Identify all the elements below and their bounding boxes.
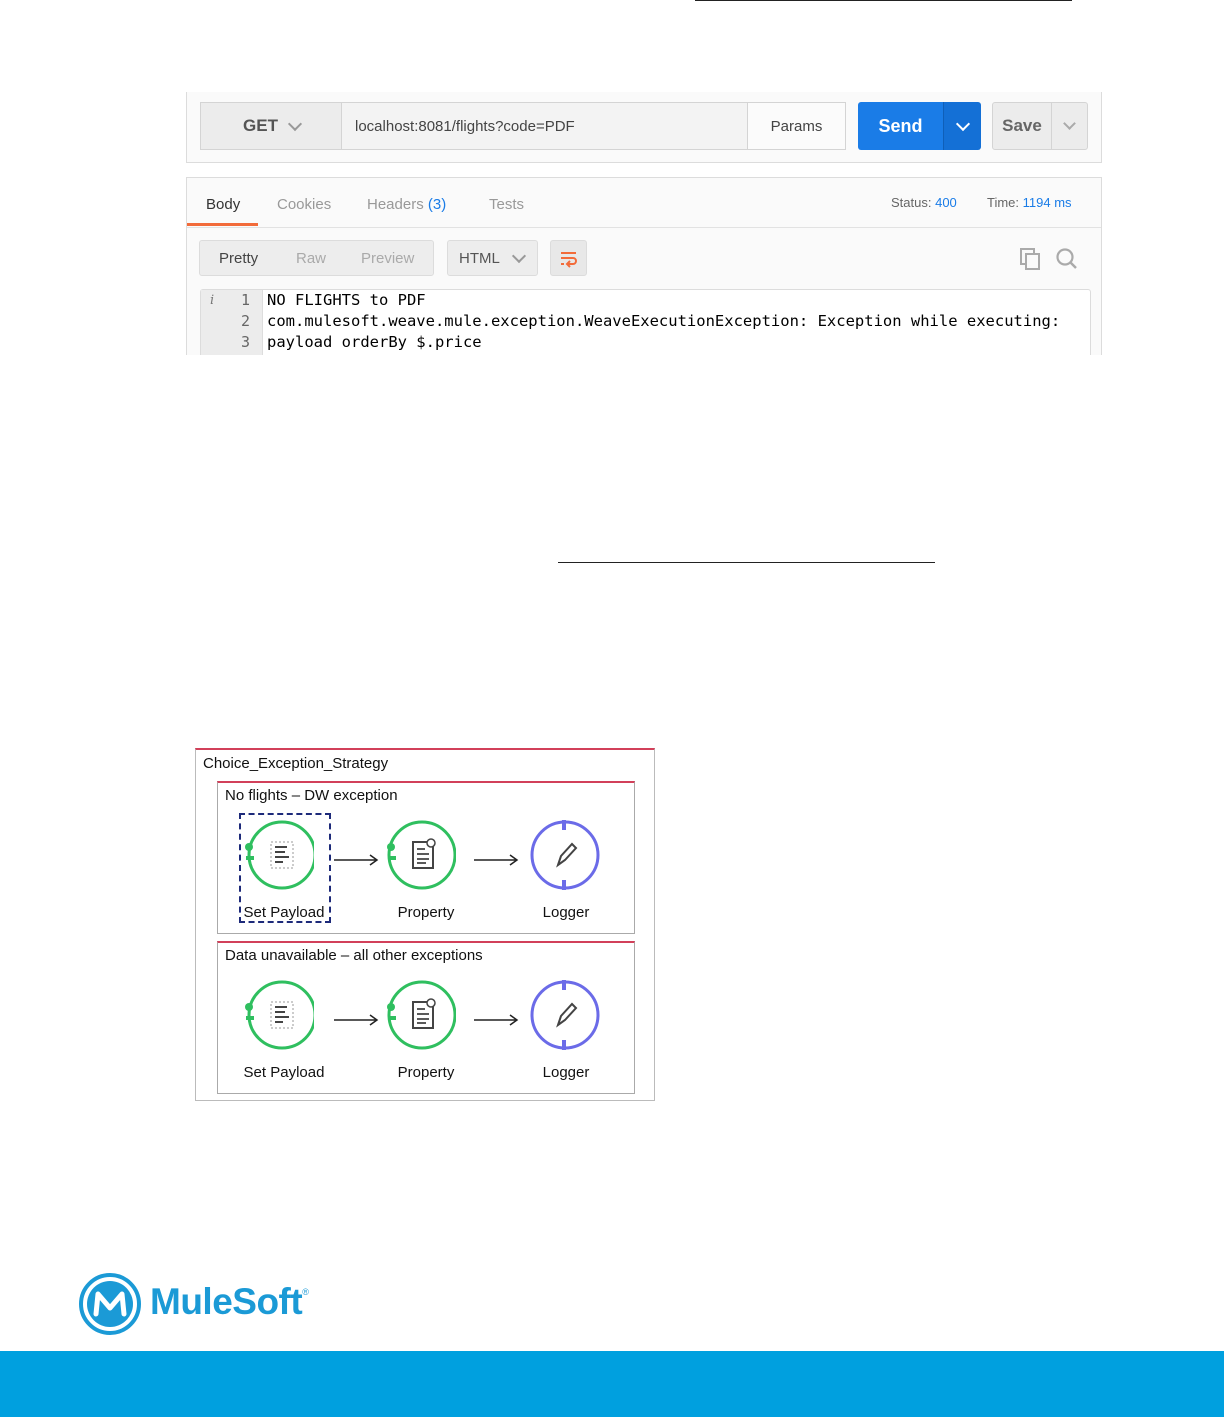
set-payload-icon[interactable] [244,980,314,1050]
format-pretty[interactable]: Pretty [219,250,259,267]
line-number: 1 [240,291,250,309]
arrow-right-icon [474,1014,520,1026]
chevron-down-icon [288,116,302,130]
logger-icon[interactable] [530,820,600,890]
language-select[interactable] [447,240,538,276]
footer-bar [0,1351,1224,1417]
node-label: Set Payload [243,904,325,921]
brand-name [150,1281,308,1323]
document-rule-middle [558,562,935,563]
node-label: Logger [542,1064,590,1081]
line-number: 3 [240,333,250,351]
chevron-down-icon [512,248,526,262]
code-line: payload orderBy $.price [267,333,482,351]
property-icon[interactable] [386,820,456,890]
response-panel [186,177,1102,355]
node-label: Property [397,904,455,921]
language-label: HTML [459,249,500,267]
strategy-title: No flights – DW exception [225,787,398,804]
status-code: 400 [935,195,957,210]
wrap-lines-button[interactable] [550,240,587,276]
node-label: Logger [542,904,590,921]
brand-wordmark: MuleSoft [150,1281,303,1322]
line-number: 2 [240,312,250,330]
chevron-down-icon [955,116,969,130]
exception-strategy-1 [217,781,635,934]
arrow-right-icon [334,1014,380,1026]
format-preview[interactable]: Preview [361,250,415,267]
logger-icon[interactable] [530,980,600,1050]
node-label: Property [397,1064,455,1081]
tab-headers-label: Headers [367,196,424,213]
time-value: 1194 ms [1022,195,1072,210]
trademark: ® [302,1287,309,1297]
document-rule-top [695,0,1072,1]
url-input[interactable]: localhost:8081/flights?code=PDF [341,102,748,150]
format-tabs [199,240,434,276]
method-select[interactable] [200,102,342,150]
send-dropdown-button[interactable] [943,102,981,150]
save-dropdown-button[interactable] [1051,102,1088,150]
chevron-down-icon [1063,117,1076,130]
wrap-lines-icon [559,249,579,269]
tab-tests[interactable]: Tests [489,196,525,213]
choice-exception-strategy [195,748,655,1101]
arrow-right-icon [474,854,520,866]
active-tab-indicator [187,223,258,226]
arrow-right-icon [334,854,380,866]
exception-strategy-2 [217,941,635,1094]
status-readout [891,195,957,210]
code-line: com.mulesoft.weave.mule.exception.WeaveExecutionException: Exception while executing: [267,312,1061,330]
format-raw[interactable]: Raw [296,250,327,267]
info-icon: i [210,293,215,308]
search-icon[interactable] [1055,247,1079,271]
send-button[interactable]: Send [858,102,943,150]
line-gutter [201,290,263,355]
mulesoft-logo-icon [78,1272,142,1336]
copy-icon[interactable] [1019,247,1043,271]
time-readout [987,195,1072,210]
status-label: Status: [891,195,932,210]
tab-cookies[interactable]: Cookies [277,196,332,213]
response-body-editor[interactable] [200,289,1091,355]
tab-body[interactable]: Body [206,196,241,213]
request-bar [186,92,1102,163]
time-label: Time: [987,195,1020,210]
tab-headers[interactable] [367,196,446,213]
strategy-title: Data unavailable – all other exceptions [225,947,483,964]
property-icon[interactable] [386,980,456,1050]
response-tabs [187,178,1101,228]
flow-title: Choice_Exception_Strategy [203,755,389,772]
params-button[interactable]: Params [747,102,846,150]
save-button[interactable]: Save [992,102,1052,150]
headers-count: (3) [427,196,447,213]
node-label: Set Payload [243,1064,325,1081]
code-line: NO FLIGHTS to PDF [267,291,426,309]
method-label: GET [243,116,278,135]
